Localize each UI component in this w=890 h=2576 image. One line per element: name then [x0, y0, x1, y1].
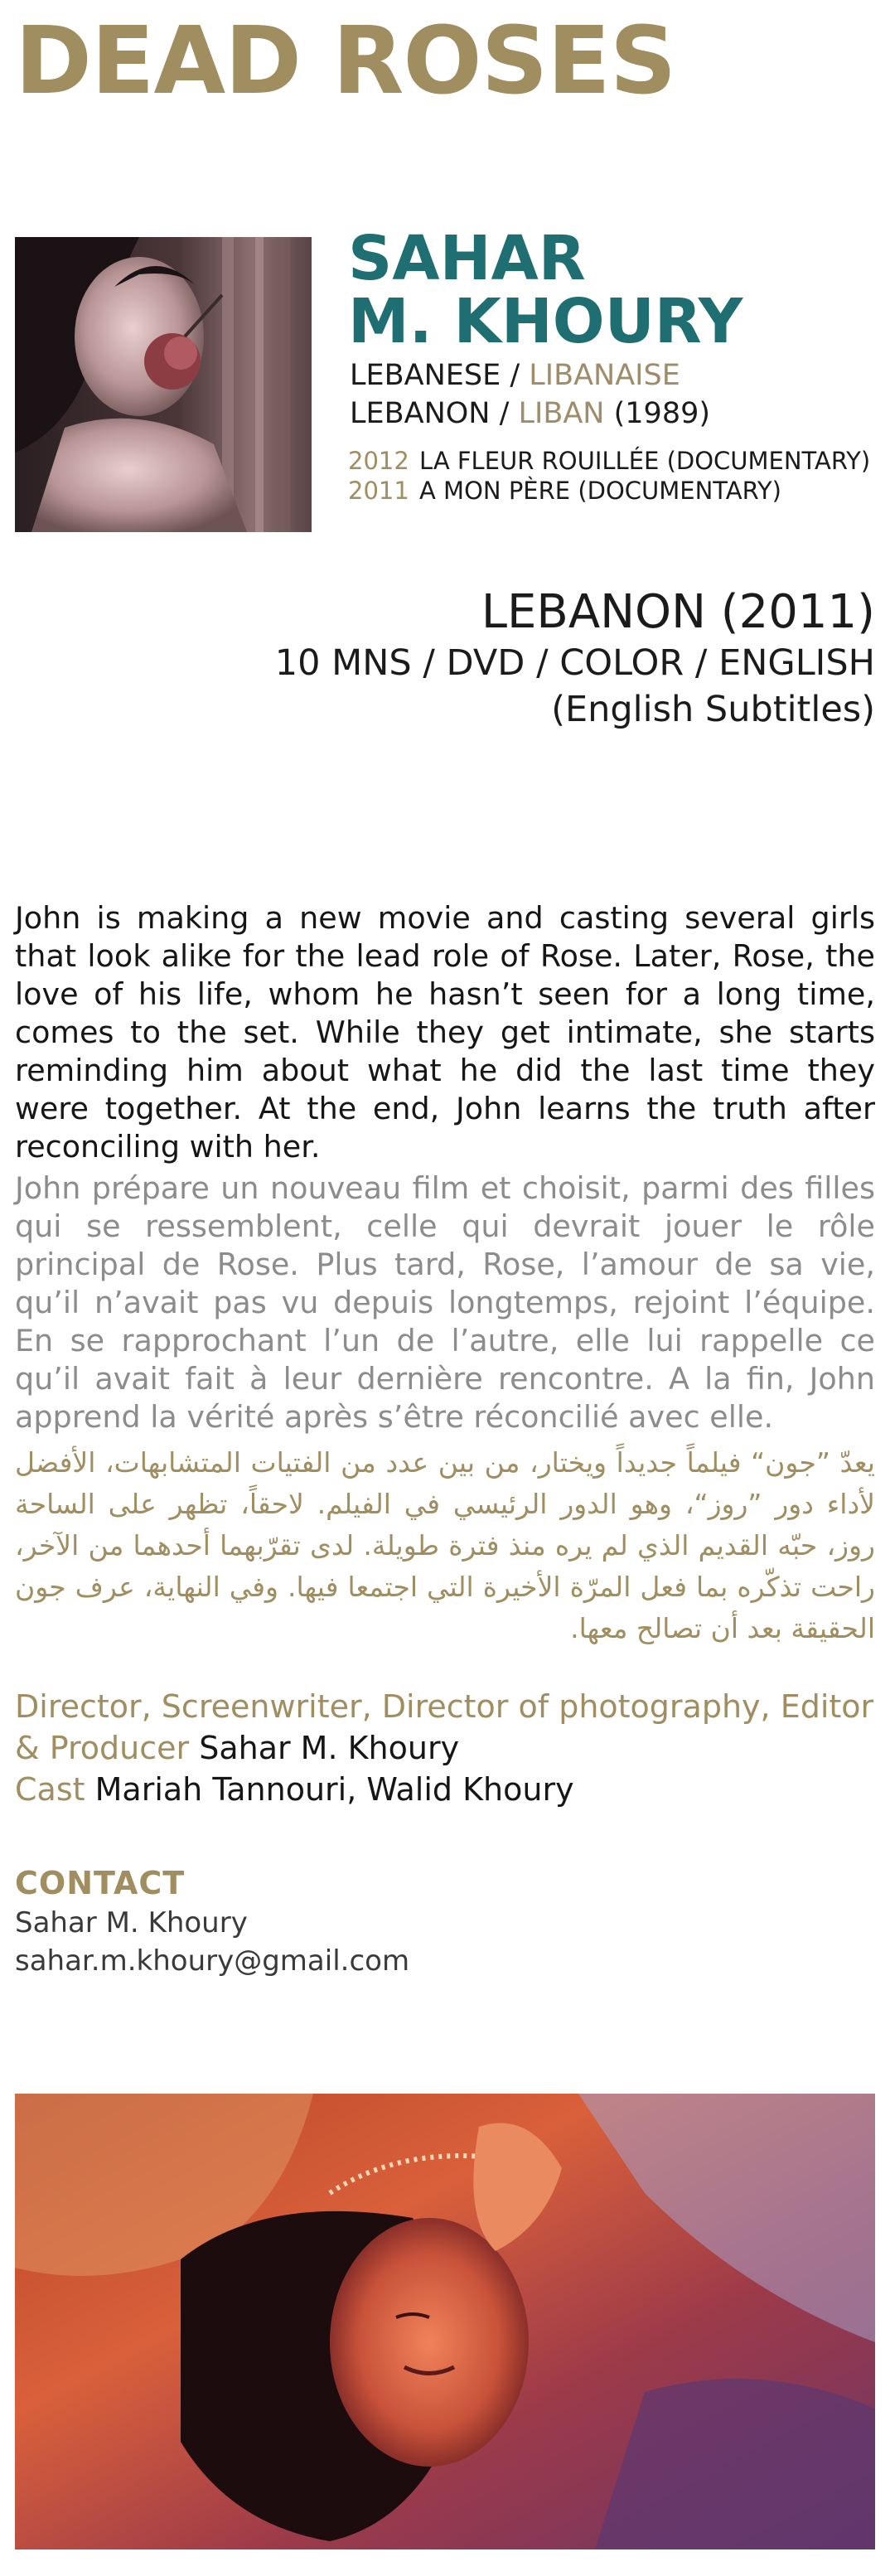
filmography-item	[348, 476, 781, 506]
synopsis-arabic: يعدّ ”جون“ فيلماً جديداً ويختار، من بين عدد من الفتيات المتشابهات، الأفضل لأداء دور ”روز“، وهو الدور الرئيسي في الفيلم. لاحقاً، تظهر على الساحة روز، حبّه القديم الذي لم يره منذ فترة طويلة. لدى تقرّبهما أحدهما من الآخر، راحت تذكّره بما فعل المرّة الأخيرة التي اجتمعا فيها. وفي النهاية، عرف جون الحقيقة بعد أن تصالح معها.	[15, 1446, 875, 1644]
birth-separator: /	[490, 397, 519, 430]
credit-cast	[15, 1769, 877, 1810]
contact-email[interactable]: sahar.m.khoury@gmail.com	[15, 1944, 410, 1978]
nationality-en: LEBANESE	[350, 359, 501, 392]
filmography-year: 2011	[348, 477, 409, 505]
contact-heading: CONTACT	[15, 1865, 186, 1901]
credit-director-name: Sahar M. Khoury	[199, 1730, 460, 1766]
credit-cast-names: Mariah Tannouri, Walid Khoury	[94, 1771, 574, 1808]
filmography-year: 2012	[348, 447, 409, 475]
film-country-year: LEBANON (2011)	[481, 585, 875, 639]
filmography-item	[348, 446, 870, 476]
birth-country-en: LEBANON	[350, 397, 491, 430]
contact-name: Sahar M. Khoury	[15, 1906, 248, 1939]
director-name-line1: SAHAR	[348, 223, 586, 294]
film-still-image	[15, 2094, 875, 2549]
page-title: DEAD ROSES	[15, 7, 676, 115]
birth-year: (1989)	[604, 397, 711, 430]
director-name-line2: M. KHOURY	[348, 286, 743, 357]
synopsis-french: John prépare un nouveau film et choisit, parmi des filles qui se ressemblent, celle qui devrait jouer le rôle principal de Rose. Plus tard, Rose, l’amour de sa vie, qu’il n’avait pas vu depuis longtemps, rejoint l’équipe. En se rapprochant l’un de l’autre, elle lui rappelle ce qu’il avait fait à leur dernière rencontre. A la fin, John apprend la vérité après s’être réconcilié avec elle.	[15, 1170, 875, 1435]
credit-director	[15, 1686, 877, 1769]
credit-cast-role: Cast	[15, 1771, 85, 1808]
nationality-separator: /	[501, 359, 530, 392]
filmography-title: A MON PÈRE (DOCUMENTARY)	[419, 477, 781, 505]
credit-director-role: Director, Screenwriter, Director of photography, Editor & Producer	[15, 1688, 874, 1766]
film-subtitles: (English Subtitles)	[551, 689, 875, 730]
director-birth	[350, 395, 710, 433]
film-specs: 10 MNS / DVD / COLOR / ENGLISH	[274, 642, 875, 684]
synopsis-english: John is making a new movie and casting several girls that look alike for the lead role of Rose. Later, Rose, the love of his life, whom he hasn’t seen for a long time, comes to the set. While they get intimate, she starts reminding him about what he did the last time they were together. At the end, John learns the truth after reconciling with her.	[15, 900, 875, 1165]
director-name	[348, 223, 743, 357]
birth-country-fr: LIBAN	[518, 397, 605, 430]
filmography-title: LA FLEUR ROUILLÉE (DOCUMENTARY)	[419, 447, 871, 475]
director-nationality	[350, 356, 680, 395]
nationality-fr: LIBANAISE	[529, 359, 680, 392]
director-portrait-image	[15, 237, 312, 532]
